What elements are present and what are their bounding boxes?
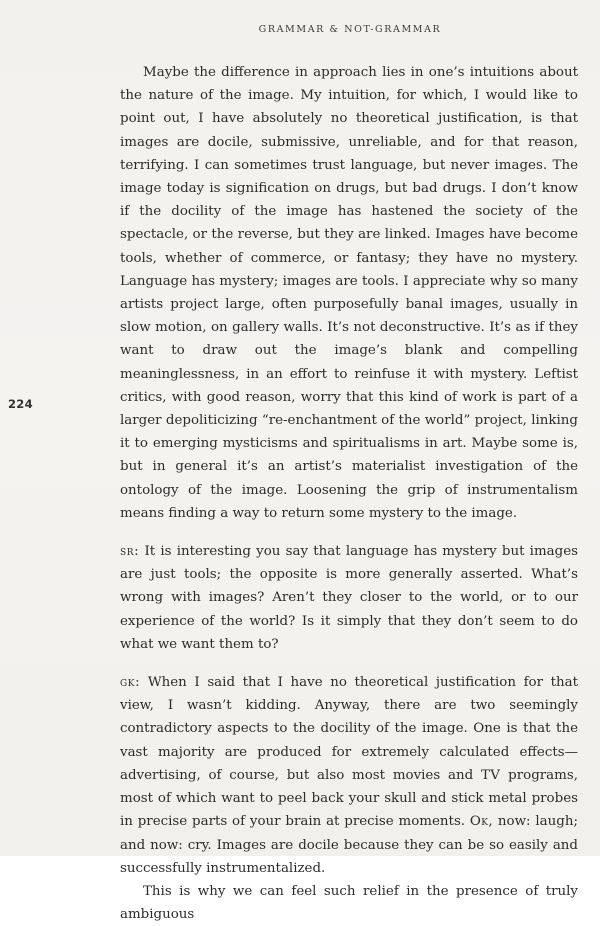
gk-answer-text-2: programs, most of which want to peel back your skull and stick metal probes in precise parts of your brain at precise moments. — [120, 767, 578, 830]
page-number: 224 — [8, 397, 33, 411]
body-text — [120, 61, 578, 926]
paragraph-sr-question — [120, 540, 578, 656]
tv-abbreviation: TV — [480, 767, 501, 783]
paragraph-gk-answer — [120, 671, 578, 880]
speaker-sr: sr: — [120, 544, 140, 560]
speaker-gk: gk: — [120, 675, 141, 691]
ok-word: Ok, — [469, 814, 494, 830]
sr-question-text: It is interesting you say that language has mystery but images are just tools; the opposite is more generally asserted. What’s wrong with images? Aren’t they closer to the world, or to our experience of the world? Is it simply that they don’t seem to do what we want them to? — [120, 544, 578, 652]
paragraph-relief: This is why we can feel such relief in the presence of truly ambiguous — [120, 883, 578, 923]
paragraph-intuition: Maybe the difference in approach lies in one’s intuitions about the nature of the image. My intuition, for which, I would like to point out, I have absolutely no theoretical justification, is that images are docile, submissive, unreliable, and for that reason, terrifying. I can sometimes trust language, but never images. The image today is signification on drugs, but bad drugs. I don’t know if the docility of the image has hastened the society of the spectacle, or the reverse, but they are linked. Images have become tools, whether of commerce, or fantasy; they have no mystery. Language has mystery; images are tools. I appreciate why so many artists project large, often purposefully banal images, usually in slow motion, on gallery walls. It’s not deconstructive. It’s as if they want to draw out the image’s blank and compelling meaninglessness, in an effort to reinfuse it with mystery. Leftist critics, with good reason, worry that this kind of work is part of a larger depoliticizing “re-enchantment of the world” project, linking it to emerging mysticisms and spiritualisms in art. Maybe some is, but in general it’s an artist’s materialist investigation of the ontology of the image. Loosening the grip of instrumentalism means finding a way to return some mystery to the image. — [120, 65, 578, 521]
gk-answer-text-3: now: laugh; and now: cry. Images are docile because they can be so easily and successfully instrumentalized. — [120, 814, 578, 876]
gk-answer-text-1: When I said that I have no theoretical justification for that view, I wasn’t kidding. Anyway, there are two seemingly contradictory aspects to the docility of the image. One is that the vast majority are produced for extremely calculated effects—advertising, of course, but also most movies and — [120, 675, 578, 783]
running-head: GRAMMAR & NOT-GRAMMAR — [258, 24, 442, 35]
